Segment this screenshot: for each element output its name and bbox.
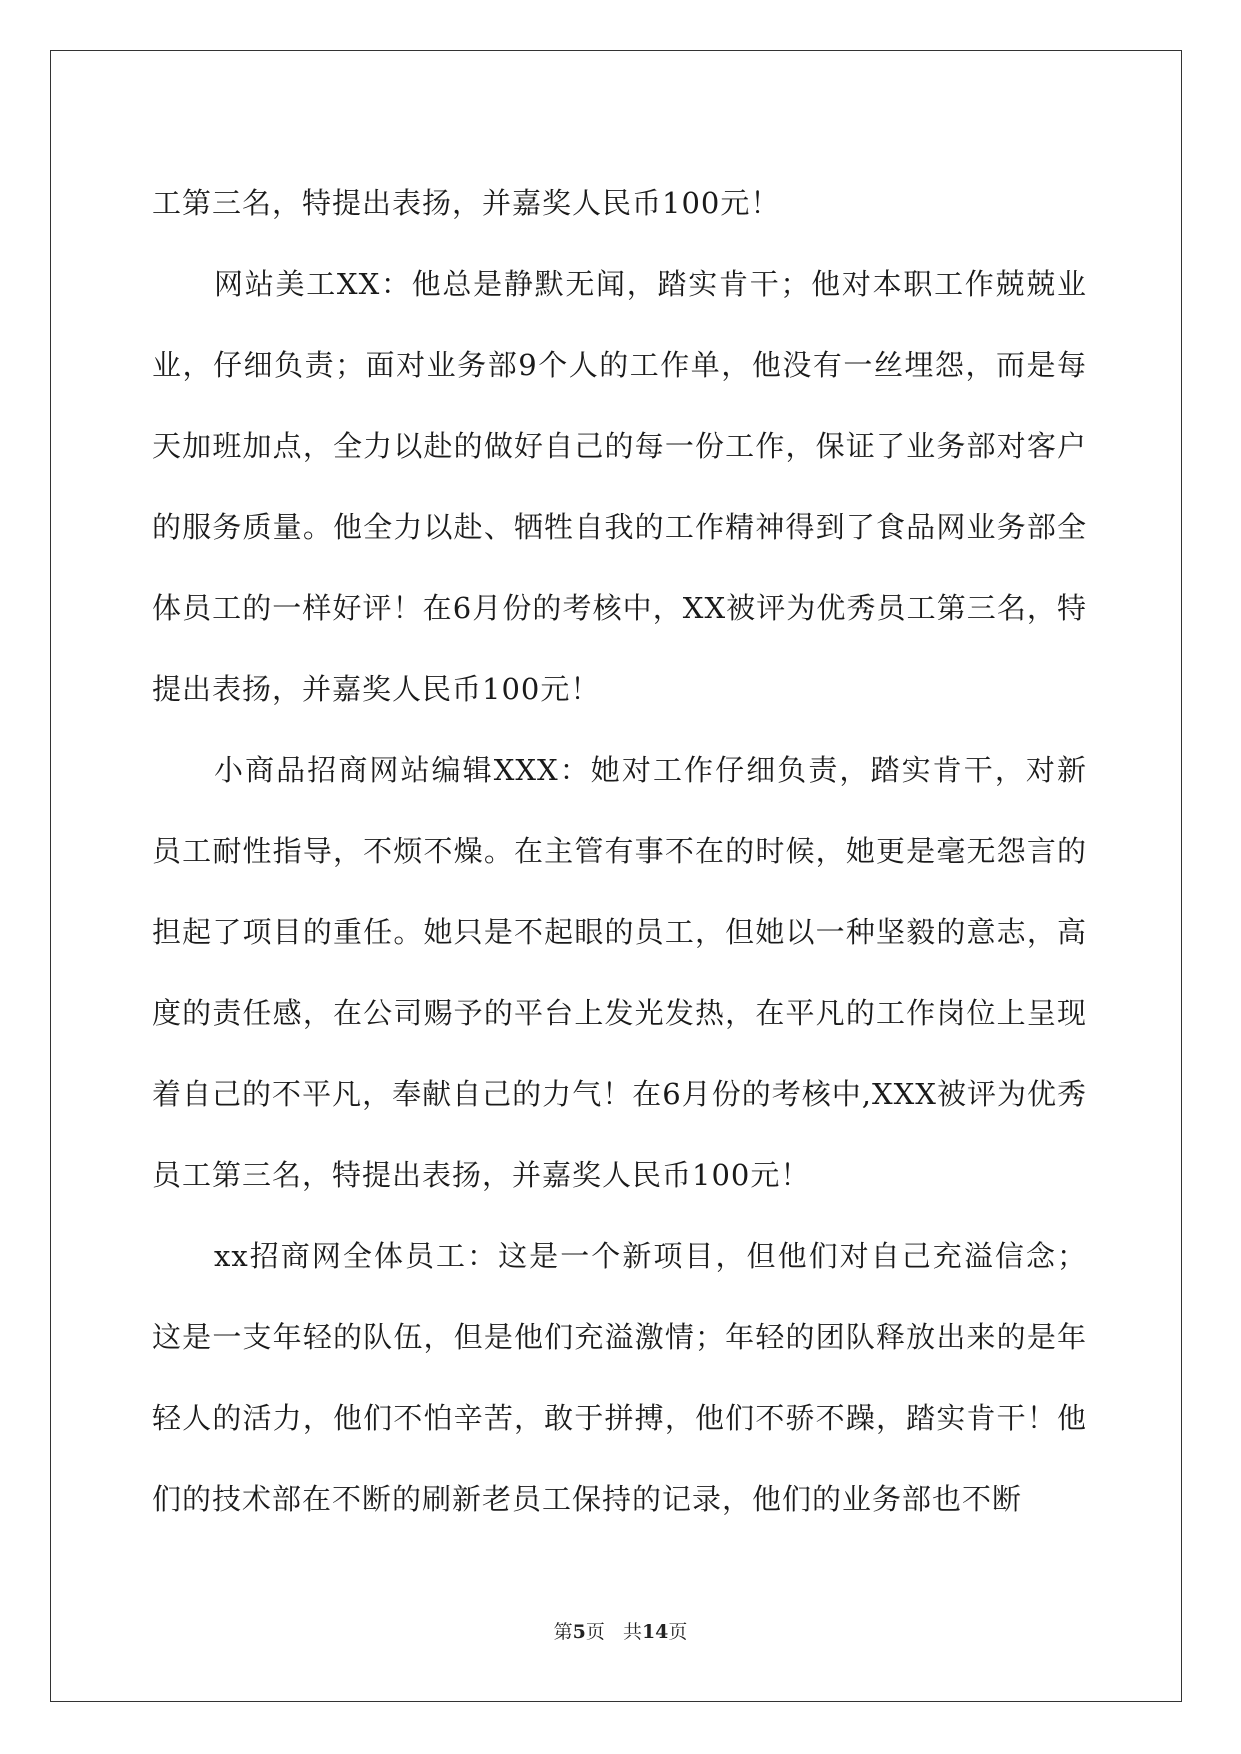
paragraph-4: xx招商网全体员工：这是一个新项目，但他们对自己充溢信念；这是一支年轻的队伍，但是他们充溢激情；年轻的团队释放出来的是年轻人的活力，他们不怕辛苦，敢于拼搏，他们不骄不躁，踏实肯干！他们的技术部在不断的刷新老员工保持的记录，他们的业务部也不断 [152, 1239, 1087, 1516]
page-footer [0, 1617, 1241, 1644]
paragraph-1: 工第三名，特提出表扬，并嘉奖人民币100元！ [152, 186, 781, 220]
total-pages-number: 14 [641, 1621, 669, 1643]
footer-prefix: 第 [553, 1621, 573, 1643]
document-body [152, 163, 1087, 1540]
footer-suffix: 页 [668, 1621, 688, 1643]
current-page-number: 5 [572, 1621, 586, 1643]
paragraph-2: 网站美工XX：他总是静默无闻，踏实肯干；他对本职工作兢兢业业，仔细负责；面对业务部9个人的工作单，他没有一丝埋怨，而是每天加班加点，全力以赴的做好自己的每一份工作，保证了业务部对客户的服务质量。他全力以赴、牺牲自我的工作精神得到了食品网业务部全体员工的一样好评！在6月份的考核中，XX被评为优秀员工第三名，特提出表扬，并嘉奖人民币100元！ [152, 267, 1087, 706]
paragraph-3: 小商品招商网站编辑XXX：她对工作仔细负责，踏实肯干，对新员工耐性指导，不烦不燥。在主管有事不在的时候，她更是毫无怨言的担起了项目的重任。她只是不起眼的员工，但她以一种坚毅的意志，高度的责任感，在公司赐予的平台上发光发热，在平凡的工作岗位上呈现着自己的不平凡，奉献自己的力气！在6月份的考核中,XXX被评为优秀员工第三名，特提出表扬，并嘉奖人民币100元！ [152, 753, 1087, 1192]
footer-middle: 页 共 [585, 1621, 642, 1643]
